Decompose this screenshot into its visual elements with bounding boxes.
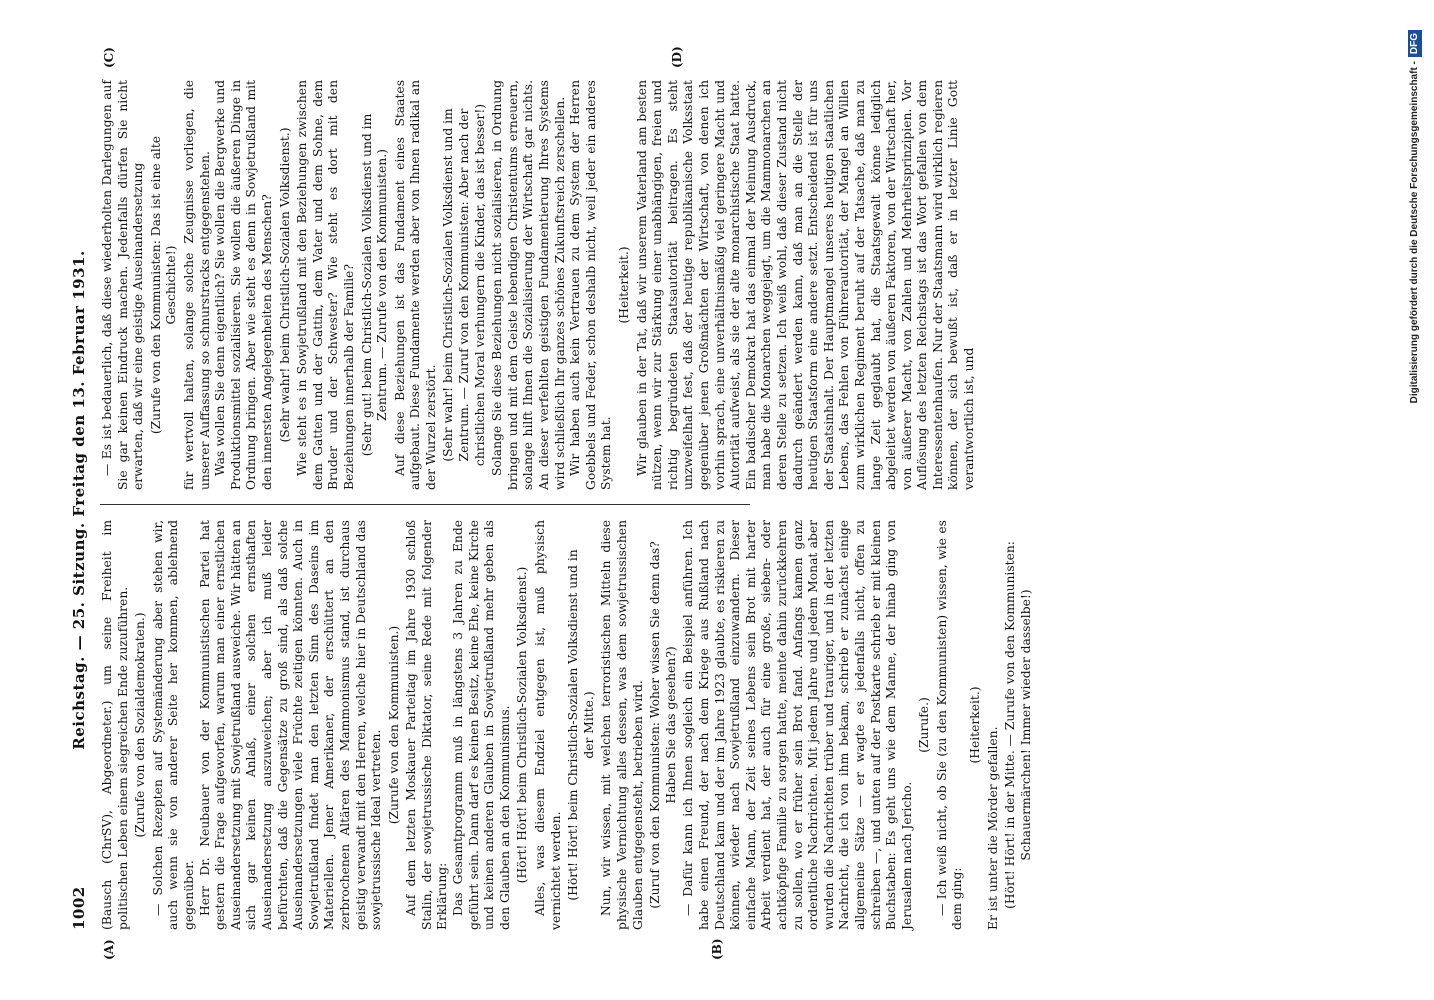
margin-marker-b: (B) — [710, 938, 724, 960]
interjection: (Zuruf von den Kommunisten: Woher wissen Sie denn das? Haben Sie das gesehen?) — [648, 541, 678, 909]
running-header — [70, 70, 96, 930]
paragraph: — Ich weiß nicht, ob Sie (zu den Kommunisten) wissen, wie es dem ging: — [934, 520, 965, 930]
paragraph: für wertvoll halten, solange solche Zeugnisse vorliegen, die unserer Auffassung so schnurstracks entgegenstehen. — [181, 80, 212, 490]
interjection: (Hört! Hört! beim Christlich-Sozialen Volksdienst und in der Mitte.) — [566, 549, 596, 901]
interjection: (Heiterkeit.) — [617, 246, 631, 324]
header-title: Reichstag. — 25. Sitzung. Freitag den 13. Februar 1931. — [70, 250, 88, 750]
paragraph: (Bausch (ChrSV), Abgeordneter.) um seine Freiheit im politischen Leben einem siegreichen Ende zuzuführen. — [100, 520, 130, 930]
paragraph: Alles, was diesem Endziel entgegen ist, muß physisch vernichtet werden. — [533, 520, 563, 930]
paragraph: — Solchen Rezepten auf Systemänderung aber stehen wir, auch wenn sie von anderer Seite her kommen, ablehnend gegenüber. — [150, 520, 196, 930]
paragraph: Herr Dr. Neubauer von der Kommunistischen Partei hat gestern die Frage aufgeworfen, warum man einer ernstlichen Auseinandersetzung mit Sowjetrußland ausweiche. Wir hätten an sich gar keinen Anlaß, einer solchen ernsthaften Auseinandersetzung auszuweichen; aber ich muß leider befürchten, daß die Gegensätze zu groß sind, als daß solche Auseinandersetzungen viele Früchte zeitigen könnten. Auch in Sowjetrußland findet man den letzten Sinn des Daseins im Materiellen. Jener Amerikaner, der erschüttert an den zerbrochenen Altären des Mammonismus stand, ist durchaus geistig verwandt mit den Herren, welche hier in Deutschland das sowjetrussische Ideal vertreten. — [197, 520, 384, 930]
column-divider — [100, 504, 750, 505]
interjection: (Sehr wahr! beim Christlich-Sozialen Volksdienst und im Zentrum. — Zuruf von den Kommunisten: Aber nach der christlichen Moral verhungern die Kinder, das ist besser!) — [441, 103, 487, 467]
paragraph: Auf dem letzten Moskauer Parteitag im Jahre 1930 schloß Stalin, der sowjetrussische Diktator, seine Rede mit folgender Erklärung: — [404, 520, 450, 930]
paragraph: — Dafür kann ich Ihnen sogleich ein Beispiel anführen. Ich habe einen Freund, der nach dem Kriege aus Rußland nach Deutschland kam und der im Jahre 1923 glaubte, es riskieren zu können, wieder nach Sowjetrußland einzuwandern. Dieser einfache Mann, der Zeit seines Lebens sein Brot mit harter Arbeit verdient hat, der auch für eine große, sieben- oder achtköpfige Familie zu sorgen hatte, meinte dahin zurückkehren zu sollen, wo er früher sein Brot fand. Anfangs kamen ganz ordentliche Nachrichten. Mit jedem Jahre und jedem Monat aber wurden die Nachrichten trüber und trauriger, und in der letzten Nachricht, die ich von ihm bekam, schrieb er zunächst einige allgemeine Sätze — er wagte es jedenfalls nicht, offen zu schreiben —, und unten auf der Postkarte schrieb er mit kleinen Buchstaben: Es geht uns wie dem Manne, der hinab ging von Jerusalem nach Jericho. — [681, 520, 914, 930]
funding-note — [1400, 10, 1430, 990]
page-number: 1002 — [70, 886, 88, 930]
dfg-sidebar — [1400, 10, 1430, 990]
interjection: (Sehr gut! beim Christlich-Sozialen Volksdienst und im Zentrum. — Zurufe von den Kommunisten.) — [359, 113, 390, 457]
dfg-logo: DFG — [1408, 30, 1422, 57]
interjection: (Sehr wahr! beim Christlich-Sozialen Volksdienst.) — [277, 127, 292, 443]
margin-marker-d: (D) — [670, 46, 684, 68]
interjection: (Heiterkeit.) — [968, 686, 983, 764]
paragraph: Wir haben auch kein Vertrauen zu dem System der Herren Goebbels und Feder, schon deshalb nicht, weil jeder ein anderes System hat. — [568, 80, 614, 490]
funding-text: Digitalisierung gefördert durch die Deutsche Forschungsgemeinschaft - — [1409, 61, 1420, 404]
paragraph: — Es ist bedauerlich, daß diese wiederholten Darlegungen auf Sie gar keinen Eindruck machen. Jedenfalls dürfen Sie nicht erwarten, daß wir eine geistige Auseinandersetzung — [100, 80, 146, 490]
interjection: (Hört! Hört! beim Christlich-Sozialen Volksdienst.) — [515, 566, 530, 884]
rotated-document — [70, 46, 1330, 960]
interjection: (Zurufe von den Sozialdemokraten.) — [133, 612, 148, 838]
right-column — [100, 80, 978, 490]
paragraph: Auf diese Beziehungen ist das Fundament eines Staates aufgebaut. Diese Fundamente werden aber von Ihnen radikal an der Wurzel zerstört. — [392, 80, 438, 490]
paragraph: Was wollen Sie denn eigentlich? Sie wollen die Bergwerke und Produktionsmittel sozialisieren. Sie wollen die äußeren Dinge in Ordnung bringen. Aber wie steht es denn in Sowjetrußland mit den innersten Angelegenheiten des Menschen? — [213, 80, 274, 490]
left-column — [100, 520, 1036, 930]
interjection: (Zurufe von den Kommunisten.) — [386, 625, 401, 825]
interjection: (Hört! Hört! in der Mitte. — Zurufe von den Kommunisten: Schauermärchen! Immer wieder dasselbe!) — [1003, 541, 1033, 909]
paragraph: Solange Sie diese Beziehungen nicht sozialisieren, in Ordnung bringen und mit dem Geiste lebendigen Christentums erneuern, solange hilft Ihnen die Sozialisierung der Wirtschaft gar nichts. An dieser verfehlten geistigen Fundamentierung Ihres Systems wird schließlich Ihr ganzes schönes Zukunftsreich zerschellen. — [490, 80, 567, 490]
margin-marker-c: (C) — [102, 47, 116, 68]
paragraph: Er ist unter die Mörder gefallen. — [985, 726, 1000, 930]
paragraph: Wir glauben in der Tat, daß wir unserem Vaterland am besten nützen, wenn wir zur Stärkung einer unabhängigen, freien und richtig begründeten Staatsautorität beitragen. Es steht unzweifelhaft fest, daß der heutige republikanische Volksstaat gegenüber jenen Großmächten der Wirtschaft, von denen ich vorhin sprach, eine unverhältnismäßig viel geringere Macht und Autorität aufweist, als sie der alte monarchistische Staat hatte. Ein badischer Demokrat hat das einmal der Meinung Ausdruck, man habe die Monarchen weggejagt, um die Mammonarchen an deren Stelle zu setzen. Ich weiß wohl, daß dieser Zustand nicht dadurch geändert werden kann, daß man an die Stelle der heutigen Staatsform eine andere setzt. Entscheidend ist für uns der Staatsinhalt. Der Hauptmangel unseres heutigen staatlichen Lebens, das Fehlen von Führerautorität, der Mangel an Willen zum wirklichen Regiment beruht auf der Tatsache, daß man zu lange Zeit geglaubt hat, die Staatsgewalt könne lediglich abgeleitet werden von äußeren Faktoren, von der Wirtschaft her, von äußerer Macht, von Zahlen und Mehrheitsprinzipien. Vor Auflösung des letzten Reichstags ist das Wort gefallen von dem Interessentenhaufen. Nur der Staatsmann wird wirklich regieren können, der sich bewußt ist, daß er in letzter Linie Gott verantwortlich ist, und — [634, 80, 977, 490]
interjection: (Zurufe.) — [917, 697, 932, 753]
margin-marker-a: (A) — [102, 939, 116, 960]
paragraph: Wie steht es in Sowjetrußland mit den Beziehungen zwischen dem Gatten und der Gattin, dem Vater und dem Sohne, dem Bruder und der Schwester? Wie steht es dort mit den Beziehungen innerhalb der Familie? — [295, 80, 356, 490]
paragraph: Nun, wir wissen, mit welchen terroristischen Mitteln diese physische Vernichtung alles dessen, was dem sowjetrussischen Glauben entgegensteht, betrieben wird. — [599, 520, 645, 930]
interjection: (Zurufe von den Kommunisten: Das ist eine alte Geschichte!) — [148, 135, 179, 435]
paragraph: Das Gesamtprogramm muß in längstens 3 Jahren zu Ende geführt sein. Dann darf es keinen Besitz, keine Ehe, keine Kirche und keinen anderen Glauben in Sowjetrußland mehr geben als den Glauben an den Kommunismus. — [451, 520, 512, 930]
